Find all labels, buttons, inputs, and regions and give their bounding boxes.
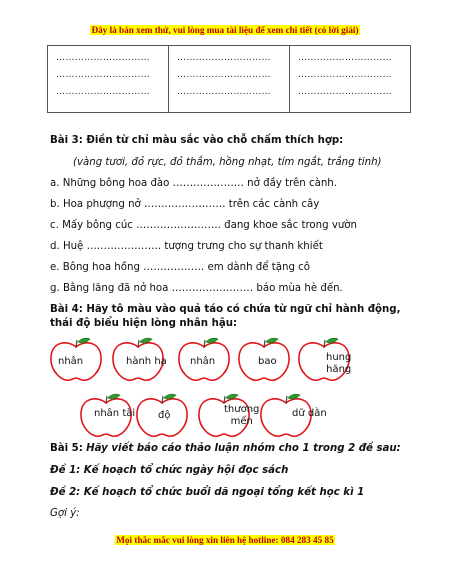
apple-option[interactable] — [258, 394, 327, 438]
bai5-title — [50, 443, 401, 454]
bai3-title: Bài 3: Điền từ chỉ màu sắc vào chỗ chấm thích hợp: — [50, 135, 344, 146]
bai5-label: Bài 5: — [50, 443, 83, 454]
apple-option[interactable] — [296, 338, 352, 382]
bai3-item-b: b. Hoa phượng nở …………………… trên các cành cây — [50, 199, 320, 210]
apple-label: độ — [158, 410, 171, 421]
apple-option[interactable] — [236, 338, 292, 382]
apple-option[interactable] — [134, 394, 190, 438]
apple-label: hành hạ — [126, 356, 167, 367]
apple-option[interactable] — [110, 338, 166, 382]
dotted-answer-table — [47, 45, 411, 113]
bai3-item-c: c. Mấy bông cúc ……………………. đang khoe sắc trong vườn — [50, 220, 357, 231]
apple-option[interactable] — [176, 338, 232, 382]
apple-label: dữ dằn — [292, 408, 327, 419]
answer-cell[interactable]: ………………………… ………………………… ………………………… — [48, 46, 169, 113]
apple-label: nhân tài — [94, 408, 136, 419]
preview-notice: Đây là bản xem thử, vui lòng mua tài liệu để xem chi tiết (có lời giải) — [91, 25, 359, 35]
apple-label: nhân — [190, 356, 216, 367]
apple-label: bao — [258, 356, 277, 367]
bai3-hint: (vàng tươi, đỏ rực, đỏ thắm, hồng nhạt, tím ngắt, trắng tinh) — [73, 157, 382, 168]
apple-label: hung hăng — [326, 352, 352, 375]
bai3-item-a: a. Những bông hoa đào ………………… nở đầy trên cành. — [50, 178, 338, 189]
bai3-item-e: e. Bông hoa hồng ……………… em dành để tặng cô — [50, 262, 311, 273]
bai4-title-line2: thái độ biểu hiện lòng nhân hậu: — [50, 318, 238, 329]
bai5-prompt: Hãy viết báo cáo thảo luận nhóm cho 1 trong 2 đề sau: — [86, 443, 401, 454]
apple-label: nhân — [58, 356, 84, 367]
apple-option[interactable] — [78, 394, 134, 438]
bai5-goi-y: Gợi ý: — [50, 508, 80, 519]
apple-option[interactable] — [196, 394, 260, 438]
bai5-de1: Đề 1: Kế hoạch tổ chức ngày hội đọc sách — [50, 465, 289, 476]
bai5-de2: Đề 2: Kế hoạch tổ chức buổi dã ngoại tổng kết học kì 1 — [50, 487, 365, 498]
bai3-item-d: d. Huệ …………………. tượng trưng cho sự thanh khiết — [50, 241, 323, 252]
bai3-item-g: g. Bằng lăng đã nở hoa …………………… báo mùa hè đến. — [50, 283, 343, 294]
bai4-title-line1: Bài 4: Hãy tô màu vào quả táo có chứa từ ngữ chỉ hành động, — [50, 304, 401, 315]
answer-cell[interactable]: ………………………… ………………………… ………………………… — [290, 46, 411, 113]
answer-cell[interactable]: ………………………… ………………………… ………………………… — [169, 46, 290, 113]
hotline-notice: Mọi thắc mắc vui lòng xin liên hệ hotline: 084 283 45 85 — [116, 535, 334, 545]
apple-option[interactable] — [48, 338, 104, 382]
apple-label: thương mến — [224, 404, 260, 427]
